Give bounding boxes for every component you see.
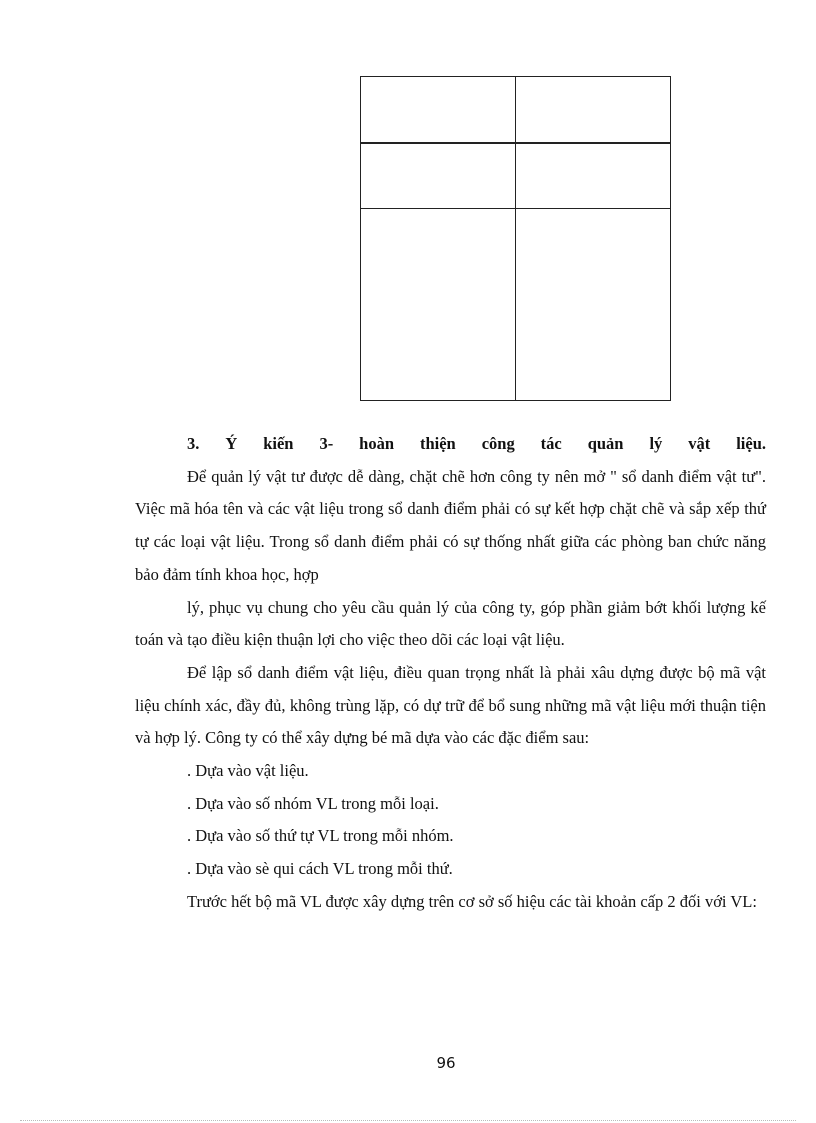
table-cell	[361, 77, 516, 144]
table-row	[361, 77, 671, 144]
paragraph: lý, phục vụ chung cho yêu cầu quản lý của công ty, góp phần giảm bớt khối lượng kế toán và tạo điều kiện thuận lợi cho việc theo dõi các loại vật liệu.	[135, 597, 766, 650]
table-row	[361, 209, 671, 401]
list-item: . Dựa vào sè qui cách VL trong mỗi thứ.	[187, 859, 453, 879]
page-number: 96	[436, 1054, 456, 1072]
table-cell	[516, 143, 671, 209]
list-item: . Dựa vào số nhóm VL trong mỗi loại.	[187, 793, 439, 813]
paragraph: Để quản lý vật tư được dễ dàng, chặt chẽ hơn công ty nên mở " sổ danh điểm vật tư". Việc mã hóa tên và các vật liệu trong sổ danh điểm phải có sự kết hợp chặt chẽ và sắp xếp thứ tự các loại vật liệu. Trong sổ danh điểm phải có sự thống nhất giữa các phòng ban chức năng bảo đảm tính khoa học, hợp	[135, 466, 766, 584]
list-item: . Dựa vào số thứ tự VL trong mỗi nhóm.	[187, 826, 454, 846]
table-cell	[516, 77, 671, 144]
empty-table	[360, 76, 671, 401]
table-cell	[516, 209, 671, 401]
table-cell	[361, 209, 516, 401]
document-body	[135, 428, 766, 919]
page-divider	[20, 1120, 796, 1121]
section-heading: 3. Ý kiến 3- hoàn thiện công tác quản lý vật liệu.	[187, 434, 766, 453]
table-row	[361, 143, 671, 209]
list-item: . Dựa vào vật liệu.	[187, 761, 309, 781]
paragraph: Để lập sổ danh điểm vật liệu, điều quan trọng nhất là phải xâu dựng được bộ mã vật liệu chính xác, đầy đủ, không trùng lặp, có dự trữ để bổ sung những mã vật liệu mới thuận tiện và hợp lý. Công ty có thể xây dựng bé mã dựa vào các đặc điểm sau:	[135, 662, 766, 748]
paragraph: Trước hết bộ mã VL được xây dựng trên cơ sở số hiệu các tài khoản cấp 2 đối với VL:	[187, 891, 757, 911]
table-cell	[361, 143, 516, 209]
